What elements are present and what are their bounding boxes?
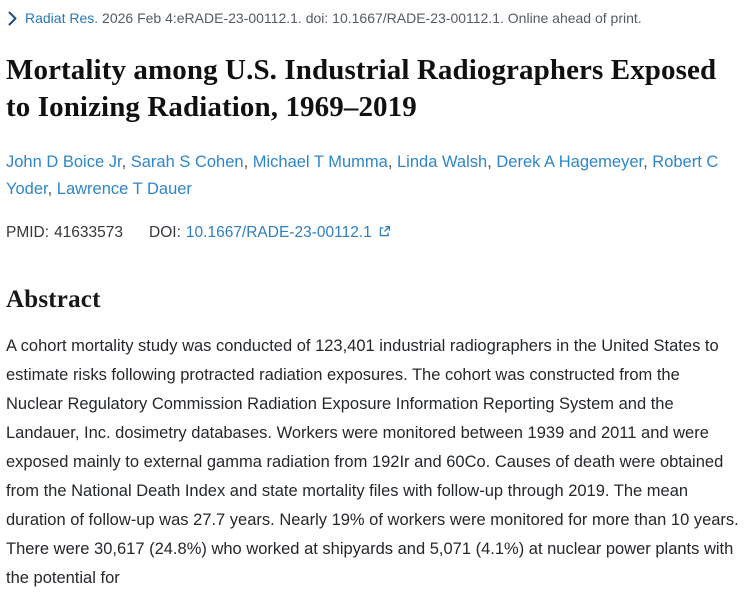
doi-link[interactable] xyxy=(186,222,391,244)
abstract-text: A cohort mortality study was conducted of 123,401 industrial radiographers in the United States to estimate risks following protracted radiation exposures. The cohort was constructed from the Nuclear Regulatory Commission Radiation Exposure Information Reporting System and the Landauer, Inc. dosimetry databases. Workers were monitored between 1939 and 2011 and were exposed mainly to external gamma radiation from 192Ir and 60Co. Causes of death were obtained from the National Death Index and state mortality files with follow-up through 2019. The mean duration of follow-up was 27.7 years. Nearly 19% of workers were monitored for more than 10 years. There were 30,617 (24.8%) who worked at shipyards and 5,071 (4.1%) at nuclear power plants with the potential for xyxy=(6,337,739,587)
author-separator: , xyxy=(47,180,57,198)
pmid-label: PMID: xyxy=(6,224,50,241)
author-list xyxy=(6,149,726,203)
author-link[interactable]: Lawrence T Dauer xyxy=(56,180,192,198)
abstract-heading: Abstract xyxy=(6,286,101,313)
article-title: Mortality among U.S. Industrial Radiographers Exposed to Ionizing Radiation, 1969–2019 xyxy=(6,54,717,123)
doi-value: 10.1667/RADE-23-00112.1 xyxy=(185,224,372,241)
journal-link[interactable]: Radiat Res. xyxy=(25,10,99,26)
author-separator: , xyxy=(243,153,253,171)
author-link[interactable]: Michael T Mumma xyxy=(252,153,388,171)
citation-details: 2026 Feb 4:eRADE-23-00112.1. doi: 10.1667/RADE-23-00112.1. Online ahead of print. xyxy=(102,10,642,26)
author-separator: , xyxy=(387,153,397,171)
author-link[interactable]: John D Boice Jr xyxy=(6,153,122,171)
author-link[interactable]: Sarah S Cohen xyxy=(130,153,244,171)
author-link[interactable]: Linda Walsh xyxy=(397,153,488,171)
pmid-value: 41633573 xyxy=(54,224,124,241)
author-link[interactable]: Derek A Hagemeyer xyxy=(496,153,644,171)
author-link[interactable]: Robert C Yoder xyxy=(6,153,719,198)
journal-citation-bar xyxy=(6,8,740,28)
author-separator: , xyxy=(643,153,653,171)
author-separator: , xyxy=(487,153,497,171)
external-link-icon xyxy=(378,223,391,245)
identifiers-row xyxy=(6,222,740,244)
author-separator: , xyxy=(121,153,131,171)
chevron-right-icon[interactable] xyxy=(6,10,18,26)
doi-label: DOI: xyxy=(149,224,181,241)
